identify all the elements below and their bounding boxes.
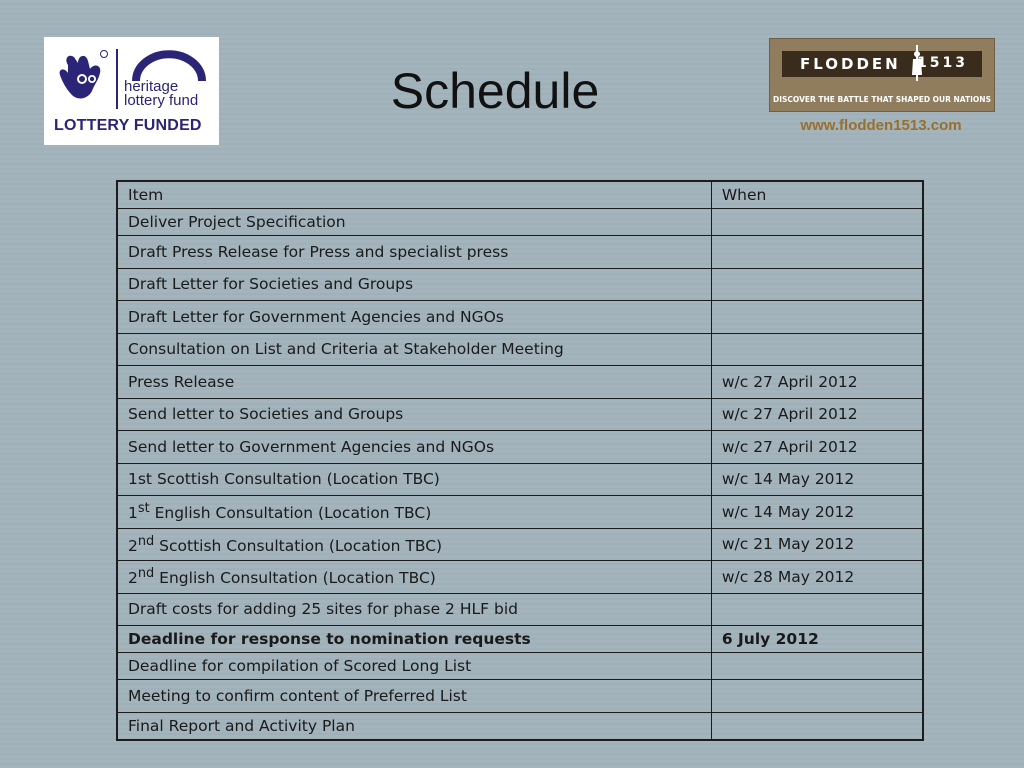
item-ordinal: 1 [128, 504, 138, 523]
item-cell [117, 528, 711, 561]
item-cell: Press Release [117, 366, 711, 399]
when-cell: w/c 14 May 2012 [711, 463, 923, 496]
item-ordinal-suffix: nd [137, 566, 155, 582]
table-row [117, 431, 923, 464]
table-row [117, 301, 923, 334]
table-row [117, 653, 923, 680]
item-cell: Final Report and Activity Plan [117, 712, 711, 740]
table-row [117, 333, 923, 366]
table-row-highlight [117, 626, 923, 653]
flodden-website-link[interactable]: www.flodden1513.com [800, 117, 962, 134]
flodden-logo [769, 38, 995, 112]
item-cell: Deliver Project Specification [117, 209, 711, 236]
table-row [117, 680, 923, 713]
item-cell: 1st Scottish Consultation (Location TBC) [117, 463, 711, 496]
item-cell: Draft Letter for Government Agencies and NGOs [117, 301, 711, 334]
lottery-funded-label: LOTTERY FUNDED [54, 117, 202, 134]
item-cell: Draft Letter for Societies and Groups [117, 268, 711, 301]
item-ordinal: 2 [128, 569, 138, 588]
item-cell: Deadline for compilation of Scored Long List [117, 653, 711, 680]
when-cell [711, 268, 923, 301]
table-header-row [117, 181, 923, 209]
item-cell: Meeting to confirm content of Preferred List [117, 680, 711, 713]
when-cell: w/c 14 May 2012 [711, 496, 923, 529]
when-cell: w/c 27 April 2012 [711, 366, 923, 399]
flodden-banner [782, 51, 982, 77]
table-row [117, 528, 923, 561]
table-row [117, 463, 923, 496]
when-cell [711, 209, 923, 236]
header-when: When [711, 181, 923, 209]
when-cell [711, 301, 923, 334]
when-cell [711, 593, 923, 626]
when-cell: 6 July 2012 [711, 626, 923, 653]
when-cell: w/c 28 May 2012 [711, 561, 923, 594]
item-text: English Consultation (Location TBC) [149, 504, 432, 523]
item-text: English Consultation (Location TBC) [154, 569, 436, 588]
when-cell [711, 236, 923, 269]
when-cell: w/c 27 April 2012 [711, 398, 923, 431]
table-row [117, 209, 923, 236]
item-cell [117, 496, 711, 529]
when-cell: w/c 21 May 2012 [711, 528, 923, 561]
item-ordinal: 2 [128, 536, 138, 555]
item-ordinal-suffix: st [137, 501, 150, 517]
table-row [117, 366, 923, 399]
table-row [117, 561, 923, 594]
item-cell: Send letter to Societies and Groups [117, 398, 711, 431]
item-cell: Consultation on List and Criteria at Stakeholder Meeting [117, 333, 711, 366]
item-ordinal-suffix: nd [137, 533, 155, 549]
table-row [117, 236, 923, 269]
table-row [117, 496, 923, 529]
item-cell [117, 561, 711, 594]
table-row [117, 593, 923, 626]
hlf-line2: lottery fund [124, 92, 199, 109]
table-row [117, 712, 923, 740]
when-cell [711, 712, 923, 740]
when-cell [711, 680, 923, 713]
item-cell: Send letter to Government Agencies and NGOs [117, 431, 711, 464]
item-cell: Draft costs for adding 25 sites for phase 2 HLF bid [117, 593, 711, 626]
table-row [117, 268, 923, 301]
header-item: Item [117, 181, 711, 209]
item-cell: Draft Press Release for Press and specialist press [117, 236, 711, 269]
when-cell: w/c 27 April 2012 [711, 431, 923, 464]
flodden-year: 1513 [917, 55, 968, 71]
item-text: Scottish Consultation (Location TBC) [154, 536, 443, 555]
schedule-table [116, 180, 924, 741]
when-cell [711, 653, 923, 680]
hlf-line1: heritage [124, 78, 179, 95]
flodden-word: FLODDEN [800, 55, 901, 73]
page-title: Schedule [390, 63, 600, 119]
item-cell: Deadline for response to nomination requests [117, 626, 711, 653]
when-cell [711, 333, 923, 366]
table-row [117, 398, 923, 431]
flodden-tagline: DISCOVER THE BATTLE THAT SHAPED OUR NATIONS [773, 95, 991, 104]
